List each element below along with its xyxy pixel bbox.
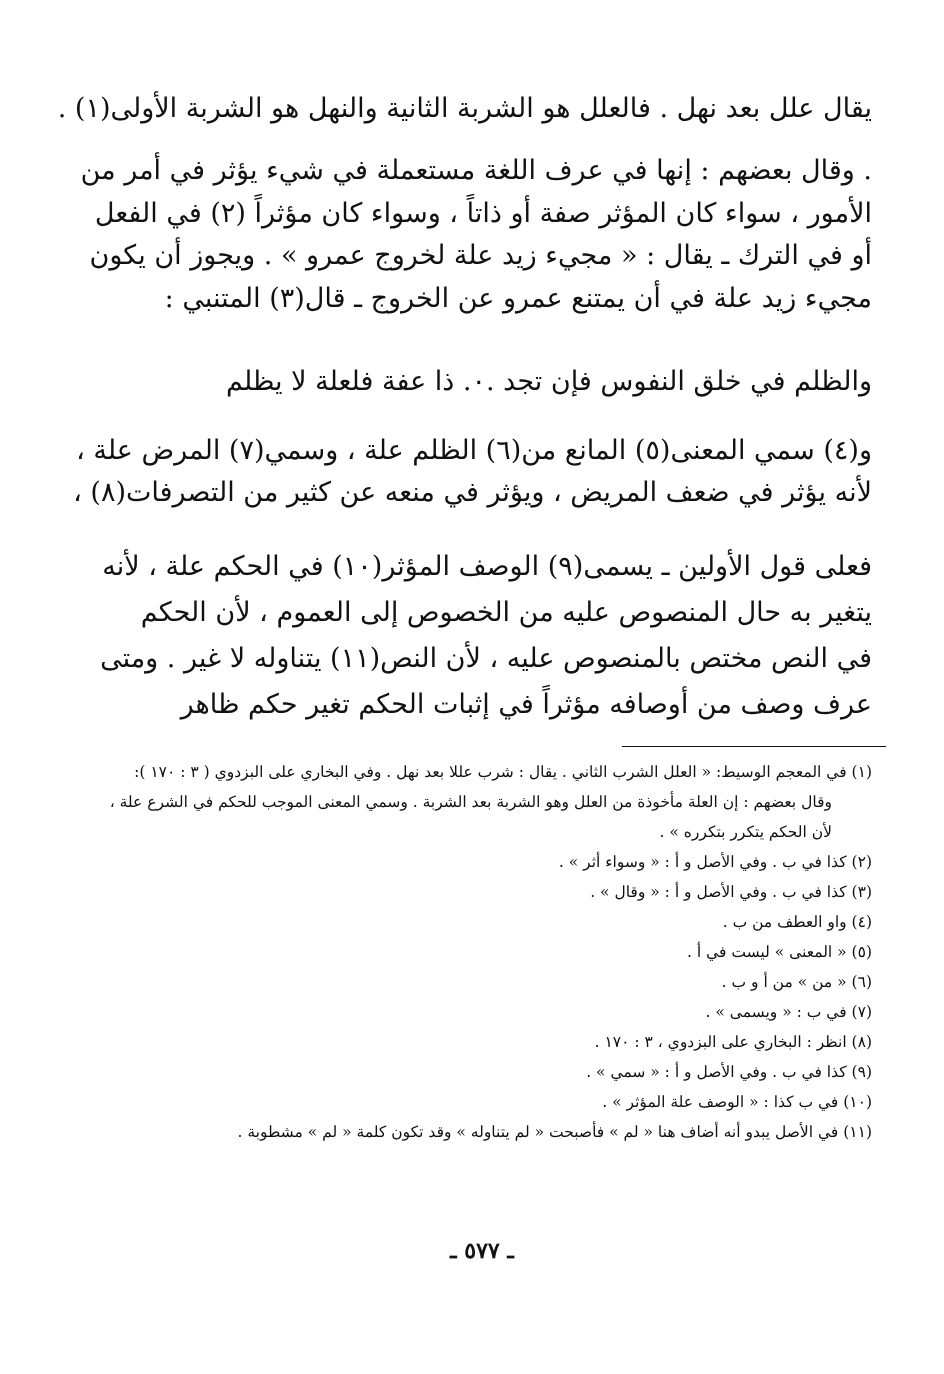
footnote-line: (٣) كذا في ب . وفي الأصل و أ : « وقال » . <box>590 883 872 901</box>
footnote-line: (٨) انظر : البخاري على البزدوي ، ٣ : ١٧٠ . <box>594 1033 872 1051</box>
text-line: لأنه يؤثر في ضعف المريض ، ويؤثر في منعه عن كثير من التصرفات(٨) ، <box>73 477 872 508</box>
footnote-line: (٤) واو العطف من ب . <box>722 913 872 931</box>
text-line: عرف وصف من أوصافه مؤثراً في إثبات الحكم تغير حكم ظاهر <box>180 689 872 720</box>
footnote-line: (١٠) في ب كذا : « الوصف علة المؤثر » . <box>602 1093 872 1111</box>
text-line: و(٤) سمي المعنى(٥) المانع من(٦) الظلم علة ، وسمي(٧) المرض علة ، <box>76 435 872 466</box>
text-line: يقال علل بعد نهل . فالعلل هو الشربة الثانية والنهل هو الشربة الأولى(١) . <box>57 93 872 124</box>
footnote-line: (١) في المعجم الوسيط: « العلل الشرب الثاني . يقال : شرب عللا بعد نهل . وفي البخاري على البزدوي ( ٣ : ١٧٠ ): <box>134 763 872 781</box>
poetry-verse <box>92 360 872 404</box>
text-line: في النص مختص بالمنصوص عليه ، لأن النص(١١) يتناوله لا غير . ومتى <box>100 643 872 674</box>
footnote-line: (٦) « من » من أ و ب . <box>721 973 872 991</box>
text-line: . وقال بعضهم : إنها في عرف اللغة مستعملة في شيء يؤثر في أمر من <box>80 155 872 186</box>
footnote-line: (١١) في الأصل يبدو أنه أضاف هنا « لم » فأصبحت « لم يتناوله » وقد تكون كلمة « لم » مشطوبة . <box>237 1123 872 1141</box>
footnote-line: وقال بعضهم : إن العلة مأخوذة من العلل وهو الشربة بعد الشربة . وسمي المعنى الموجب للحكم في الشرع علة ، <box>109 793 832 811</box>
text-line: فعلى قول الأولين ـ يسمى(٩) الوصف المؤثر(١٠) في الحكم علة ، لأنه <box>102 551 872 582</box>
text-line: الأمور ، سواء كان المؤثر صفة أو ذاتاً ، وسواء كان مؤثراً (٢) في الفعل <box>94 197 872 229</box>
footnote-line: (٥) « المعنى » ليست في أ . <box>687 943 872 961</box>
footnote-line: لأن الحكم يتكرر بتكرره » . <box>659 823 832 841</box>
paragraph-4 <box>92 544 872 728</box>
footnote-line: (٢) كذا في ب . وفي الأصل و أ : « وسواء أثر » . <box>558 853 872 871</box>
footnote-separator <box>622 746 886 747</box>
text-line: أو في الترك ـ يقال : « مجيء زيد علة لخروج عمرو » . ويجوز أن يكون <box>89 240 872 271</box>
footnotes <box>92 757 872 1147</box>
page-number: ـ ٥٧٧ ـ <box>450 1238 514 1264</box>
text-line: مجيء زيد علة في أن يمتنع عمرو عن الخروج ـ قال(٣) المتنبي : <box>164 282 872 314</box>
footnote-line: (٧) في ب : « ويسمى » . <box>705 1003 872 1021</box>
paragraph-3 <box>73 430 872 514</box>
footnote-line: (٩) كذا في ب . وفي الأصل و أ : « سمي » . <box>586 1063 872 1081</box>
verse-line: والظلم في خلق النفوس فإن تجد .٠. ذا عفة فلعلة لا يظلم <box>225 366 872 397</box>
text-line: يتغير به حال المنصوص عليه من الخصوص إلى العموم ، لأن الحكم <box>140 597 872 628</box>
paragraph-1 <box>57 84 872 134</box>
paragraph-2 <box>80 150 872 320</box>
